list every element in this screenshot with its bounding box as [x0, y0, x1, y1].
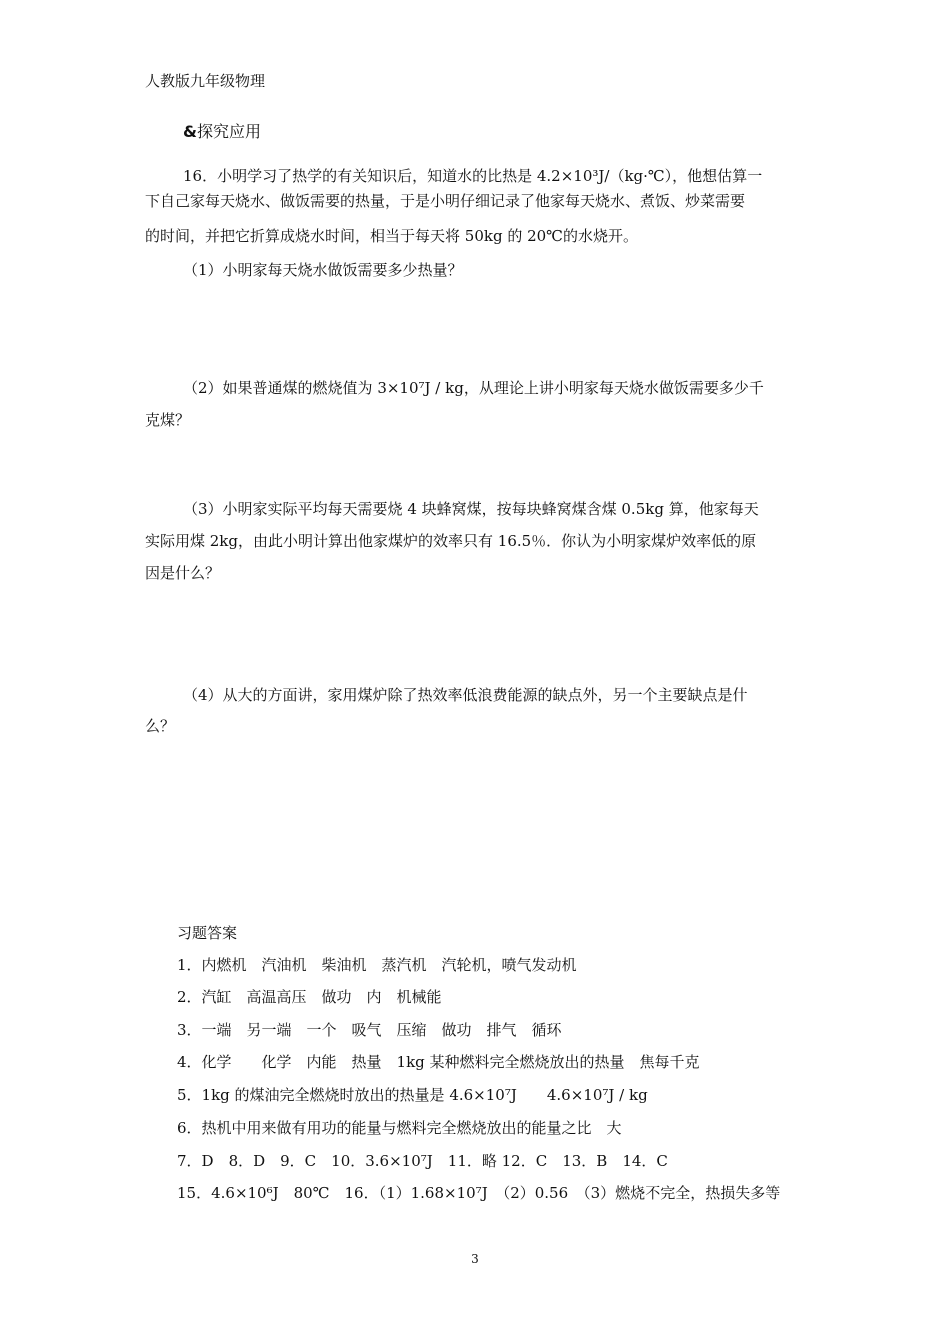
- page-number: 3: [471, 1252, 479, 1266]
- answer-line-4: 4．化学 化学 内能 热量 1kg 某种燃料完全燃烧放出的热量 焦每千克: [177, 1053, 700, 1071]
- page-header: 人教版九年级物理: [145, 72, 266, 90]
- answer-line-5: 5．1kg 的煤油完全燃烧时放出的热量是 4.6×10⁷J 4.6×10⁷J / kg: [177, 1086, 648, 1104]
- answer-line-3: 3．一端 另一端 一个 吸气 压缩 做功 排气 循环: [177, 1021, 562, 1039]
- answer-line-6: 6．热机中用来做有用功的能量与燃料完全燃烧放出的能量之比 大: [177, 1119, 622, 1137]
- section-symbol: &: [183, 122, 197, 141]
- answers-title: 习题答案: [177, 924, 238, 942]
- q16-intro-line-2: 下自己家每天烧水、做饭需要的热量，于是小明仔细记录了他家每天烧水、煮饭、炒菜需要: [145, 192, 746, 210]
- q16-part3-line-1: （3）小明家实际平均每天需要烧 4 块蜂窝煤，按每块蜂窝煤含煤 0.5kg 算，他家每天: [183, 500, 759, 518]
- q16-part3-line-2: 实际用煤 2kg，由此小明计算出他家煤炉的效率只有 16.5％．你认为小明家煤炉效率低的原: [145, 532, 757, 550]
- q16-part4-line-2: 么？: [145, 717, 176, 735]
- section-heading: [183, 121, 261, 143]
- q16-part4-line-1: （4）从大的方面讲，家用煤炉除了热效率低浪费能源的缺点外，另一个主要缺点是什: [183, 686, 748, 704]
- q16-part1-line-1: （1）小明家每天烧水做饭需要多少热量？: [183, 261, 463, 279]
- answer-line-8: 15．4.6×10⁶J 80℃ 16．（1）1.68×10⁷J （2）0.56 （3）燃烧不完全，热损失多等: [177, 1184, 781, 1202]
- q16-intro-line-1: 16．小明学习了热学的有关知识后，知道水的比热是 4.2×10³J/（kg·℃），他想估算一: [183, 167, 763, 185]
- answer-line-7: 7．D 8．D 9．C 10．3.6×10⁷J 11．略 12．C 13．B 14．C: [177, 1152, 668, 1170]
- q16-part3-line-3: 因是什么？: [145, 564, 221, 582]
- answer-line-2: 2．汽缸 高温高压 做功 内 机械能: [177, 988, 442, 1006]
- q16-intro-line-3: 的时间，并把它折算成烧水时间，相当于每天将 50kg 的 20℃的水烧开。: [145, 227, 638, 245]
- answer-line-1: 1．内燃机 汽油机 柴油机 蒸汽机 汽轮机，喷气发动机: [177, 956, 577, 974]
- q16-part2-line-1: （2）如果普通煤的燃烧值为 3×10⁷J / kg，从理论上讲小明家每天烧水做饭需要多少千: [183, 379, 764, 397]
- section-title: 探究应用: [196, 122, 261, 141]
- q16-part2-line-2: 克煤？: [145, 411, 191, 429]
